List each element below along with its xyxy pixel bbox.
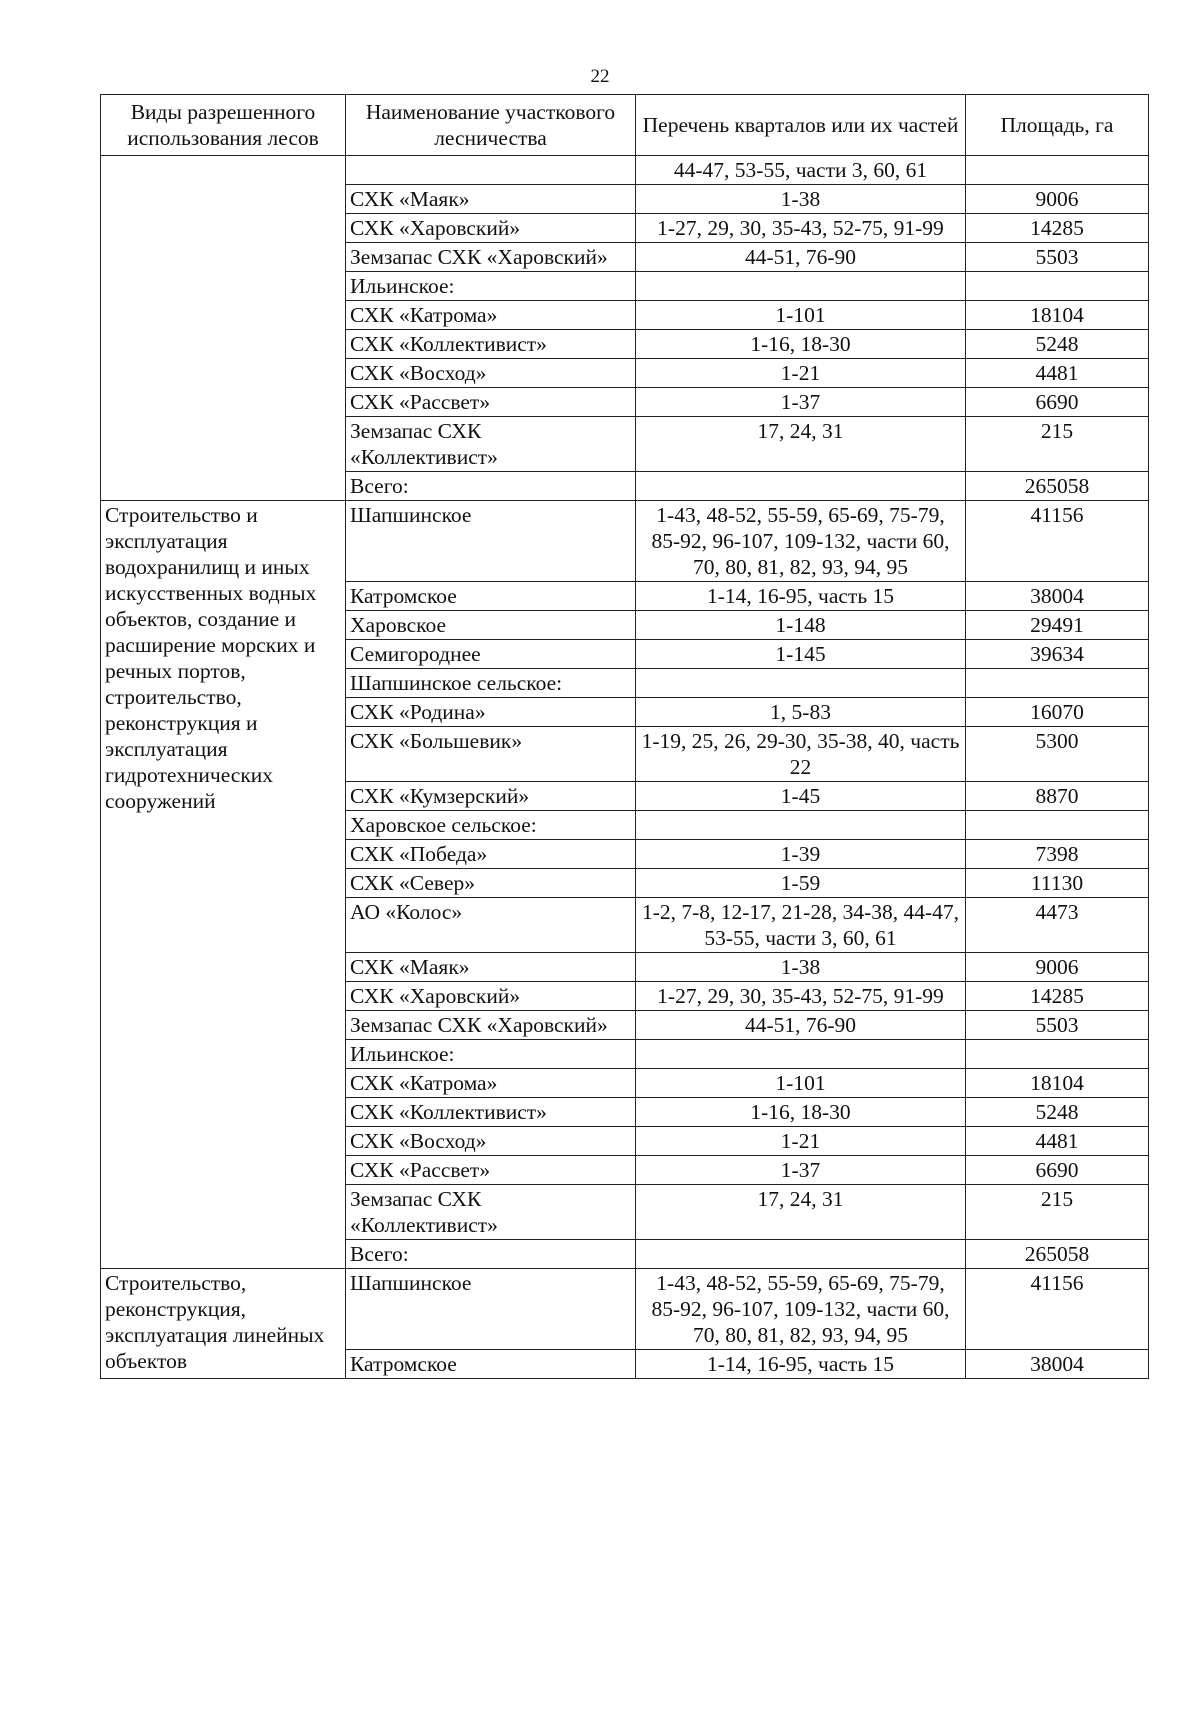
quarters-cell: 1-37 — [636, 388, 966, 417]
quarters-cell: 44-51, 76-90 — [636, 1011, 966, 1040]
forestry-name-cell: СХК «Харовский» — [346, 982, 636, 1011]
area-cell: 9006 — [966, 185, 1149, 214]
quarters-cell: 1-27, 29, 30, 35-43, 52-75, 91-99 — [636, 214, 966, 243]
forestry-name-cell: СХК «Восход» — [346, 1127, 636, 1156]
area-cell: 41156 — [966, 1269, 1149, 1350]
area-cell — [966, 1040, 1149, 1069]
area-cell: 18104 — [966, 1069, 1149, 1098]
quarters-cell — [636, 669, 966, 698]
area-cell: 4473 — [966, 898, 1149, 953]
area-cell: 39634 — [966, 640, 1149, 669]
use-type-cell — [101, 156, 346, 501]
area-cell: 9006 — [966, 953, 1149, 982]
table-row — [101, 1269, 1149, 1350]
quarters-cell: 44-47, 53-55, части 3, 60, 61 — [636, 156, 966, 185]
forestry-name-cell: СХК «Коллективист» — [346, 330, 636, 359]
quarters-cell: 1-14, 16-95, часть 15 — [636, 582, 966, 611]
forestry-name-cell: СХК «Родина» — [346, 698, 636, 727]
forestry-name-cell: СХК «Победа» — [346, 840, 636, 869]
forestry-name-cell: СХК «Кумзерский» — [346, 782, 636, 811]
forestry-name-cell — [346, 156, 636, 185]
header-area: Площадь, га — [966, 95, 1149, 156]
area-cell: 5503 — [966, 243, 1149, 272]
table-header-row — [101, 95, 1149, 156]
area-cell: 5503 — [966, 1011, 1149, 1040]
area-cell: 18104 — [966, 301, 1149, 330]
forestry-name-cell: СХК «Катрома» — [346, 301, 636, 330]
forestry-name-cell: Семигороднее — [346, 640, 636, 669]
forestry-name-cell: СХК «Катрома» — [346, 1069, 636, 1098]
quarters-cell: 1-38 — [636, 185, 966, 214]
area-cell: 14285 — [966, 214, 1149, 243]
area-cell: 4481 — [966, 359, 1149, 388]
quarters-cell: 1-14, 16-95, часть 15 — [636, 1350, 966, 1379]
quarters-cell: 1-16, 18-30 — [636, 330, 966, 359]
area-cell: 7398 — [966, 840, 1149, 869]
forestry-name-cell: СХК «Большевик» — [346, 727, 636, 782]
forestry-name-cell: Земзапас СХК «Харовский» — [346, 1011, 636, 1040]
quarters-cell: 17, 24, 31 — [636, 417, 966, 472]
forestry-name-cell: Катромское — [346, 1350, 636, 1379]
forestry-name-cell: Шапшинское сельское: — [346, 669, 636, 698]
area-cell: 215 — [966, 1185, 1149, 1240]
quarters-cell: 1-38 — [636, 953, 966, 982]
area-cell: 41156 — [966, 501, 1149, 582]
area-cell: 215 — [966, 417, 1149, 472]
area-cell: 6690 — [966, 1156, 1149, 1185]
quarters-cell: 1-43, 48-52, 55-59, 65-69, 75-79, 85-92, 96-107, 109-132, части 60, 70, 80, 81, 82, 93, 94, 95 — [636, 1269, 966, 1350]
table-row — [101, 501, 1149, 582]
area-cell: 14285 — [966, 982, 1149, 1011]
forestry-name-cell: Харовское сельское: — [346, 811, 636, 840]
header-use-type: Виды разрешенного использования лесов — [101, 95, 346, 156]
quarters-cell — [636, 811, 966, 840]
area-cell — [966, 811, 1149, 840]
forestry-name-cell: СХК «Харовский» — [346, 214, 636, 243]
area-cell: 265058 — [966, 472, 1149, 501]
forestry-name-cell: Шапшинское — [346, 1269, 636, 1350]
quarters-cell: 1-16, 18-30 — [636, 1098, 966, 1127]
quarters-cell — [636, 472, 966, 501]
forestry-name-cell: СХК «Коллективист» — [346, 1098, 636, 1127]
forestry-name-cell: Земзапас СХК «Коллективист» — [346, 1185, 636, 1240]
quarters-cell: 1-37 — [636, 1156, 966, 1185]
forestry-name-cell: Всего: — [346, 1240, 636, 1269]
quarters-cell: 1-101 — [636, 1069, 966, 1098]
forestry-name-cell: СХК «Север» — [346, 869, 636, 898]
forestry-name-cell: СХК «Рассвет» — [346, 388, 636, 417]
area-cell: 38004 — [966, 582, 1149, 611]
area-cell: 29491 — [966, 611, 1149, 640]
quarters-cell: 1-2, 7-8, 12-17, 21-28, 34-38, 44-47, 53-55, части 3, 60, 61 — [636, 898, 966, 953]
header-forestry-name: Наименование участкового лесничества — [346, 95, 636, 156]
area-cell: 5248 — [966, 1098, 1149, 1127]
forestry-name-cell: СХК «Маяк» — [346, 953, 636, 982]
forestry-name-cell: СХК «Восход» — [346, 359, 636, 388]
quarters-cell: 1-145 — [636, 640, 966, 669]
use-type-cell: Строительство, реконструкция, эксплуатация линейных объектов — [101, 1269, 346, 1379]
area-cell: 11130 — [966, 869, 1149, 898]
area-cell: 4481 — [966, 1127, 1149, 1156]
area-cell: 6690 — [966, 388, 1149, 417]
area-cell: 38004 — [966, 1350, 1149, 1379]
quarters-cell: 1-21 — [636, 1127, 966, 1156]
forestry-name-cell: СХК «Рассвет» — [346, 1156, 636, 1185]
area-cell — [966, 669, 1149, 698]
header-quarters: Перечень кварталов или их частей — [636, 95, 966, 156]
area-cell: 16070 — [966, 698, 1149, 727]
quarters-cell: 1, 5-83 — [636, 698, 966, 727]
quarters-cell: 1-19, 25, 26, 29-30, 35-38, 40, часть 22 — [636, 727, 966, 782]
quarters-cell: 1-45 — [636, 782, 966, 811]
forestry-name-cell: Земзапас СХК «Харовский» — [346, 243, 636, 272]
use-type-cell: Строительство и эксплуатация водохранилищ и иных искусственных водных объектов, создание и расширение морских и речных портов, строительство, реконструкция и эксплуатация гидротехнических сооружений — [101, 501, 346, 1269]
quarters-cell: 1-101 — [636, 301, 966, 330]
quarters-cell: 1-39 — [636, 840, 966, 869]
forestry-name-cell: Катромское — [346, 582, 636, 611]
quarters-cell — [636, 1240, 966, 1269]
area-cell — [966, 272, 1149, 301]
quarters-cell: 1-43, 48-52, 55-59, 65-69, 75-79, 85-92, 96-107, 109-132, части 60, 70, 80, 81, 82, 93, 94, 95 — [636, 501, 966, 582]
table-body — [101, 156, 1149, 1379]
forestry-name-cell: Ильинское: — [346, 272, 636, 301]
forestry-name-cell: СХК «Маяк» — [346, 185, 636, 214]
forestry-name-cell: Всего: — [346, 472, 636, 501]
quarters-cell: 1-27, 29, 30, 35-43, 52-75, 91-99 — [636, 982, 966, 1011]
area-cell: 5300 — [966, 727, 1149, 782]
forestry-name-cell: АО «Колос» — [346, 898, 636, 953]
quarters-cell: 17, 24, 31 — [636, 1185, 966, 1240]
area-cell: 8870 — [966, 782, 1149, 811]
area-cell: 5248 — [966, 330, 1149, 359]
table-row — [101, 156, 1149, 185]
quarters-cell — [636, 1040, 966, 1069]
forestry-name-cell: Харовское — [346, 611, 636, 640]
forestry-name-cell: Ильинское: — [346, 1040, 636, 1069]
forest-use-table — [100, 94, 1149, 1379]
quarters-cell: 1-148 — [636, 611, 966, 640]
forestry-name-cell: Шапшинское — [346, 501, 636, 582]
quarters-cell: 1-21 — [636, 359, 966, 388]
page-number: 22 — [590, 66, 610, 87]
quarters-cell — [636, 272, 966, 301]
area-cell — [966, 156, 1149, 185]
area-cell: 265058 — [966, 1240, 1149, 1269]
forestry-name-cell: Земзапас СХК «Коллективист» — [346, 417, 636, 472]
quarters-cell: 44-51, 76-90 — [636, 243, 966, 272]
quarters-cell: 1-59 — [636, 869, 966, 898]
